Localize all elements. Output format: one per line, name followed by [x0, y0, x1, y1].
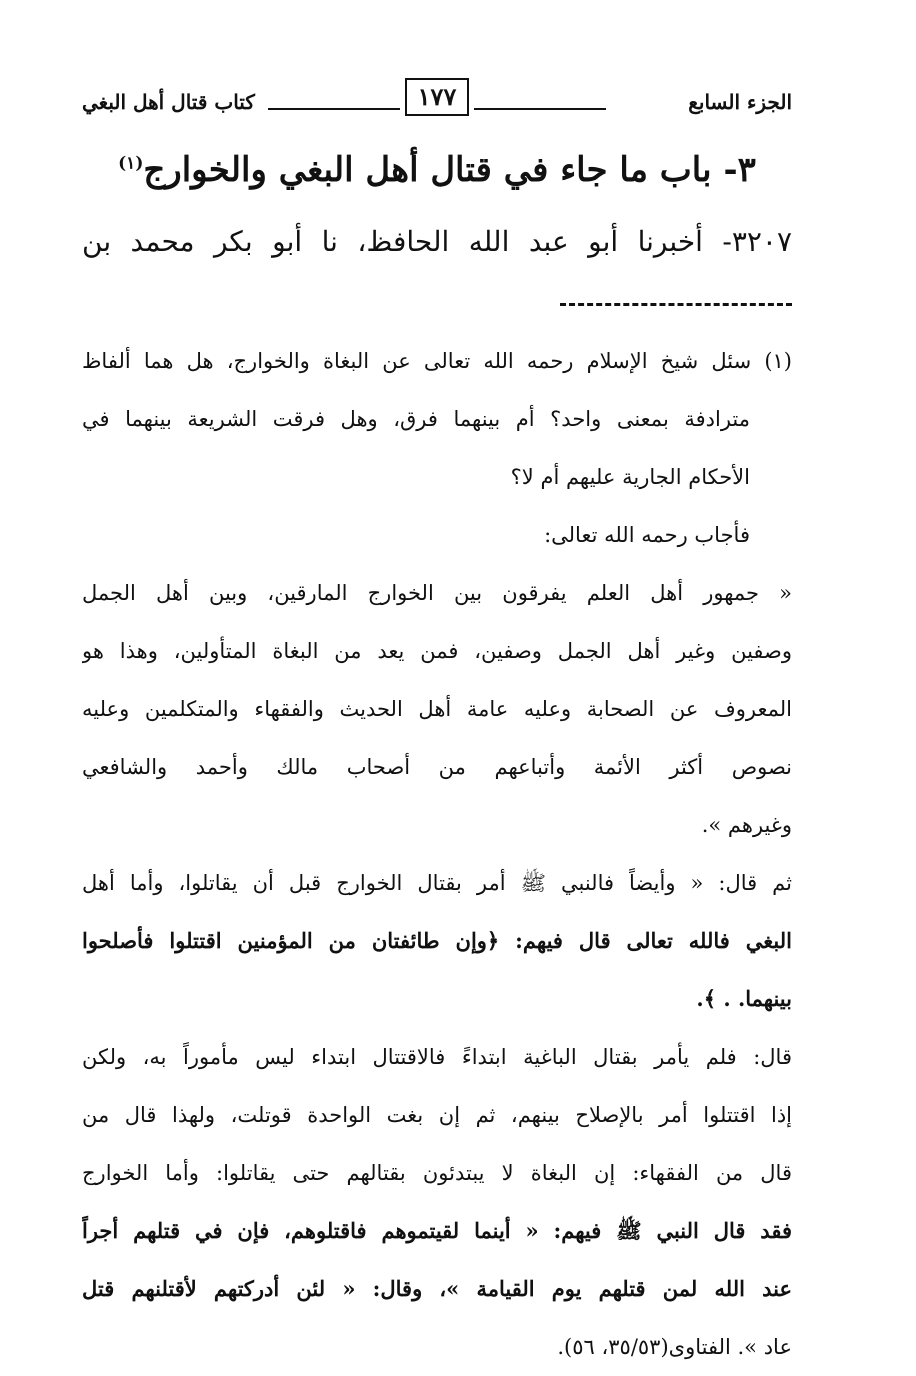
chapter-title-text: ٣- باب ما جاء في قتال أهل البغي والخوارج: [143, 150, 756, 190]
footnote-line: عند الله لمن قتلهم يوم القيامة »، وقال: « لئن أدركتهم لأقتلنهم قتل: [82, 1276, 792, 1301]
header-rule-right: [474, 108, 606, 110]
footnote-line: عاد ». الفتاوى(٣٥/٥٣، ٥٦).: [557, 1335, 792, 1359]
footnote-line: (١) سئل شيخ الإسلام رحمه الله تعالى عن البغاة والخوارج، هل هما ألفاظ: [82, 349, 792, 373]
book-title-label: كتاب قتال أهل البغي: [82, 90, 255, 114]
footnote-line: فأجاب رحمه الله تعالى:: [544, 523, 750, 547]
footnote-line: الأحكام الجارية عليهم أم لا؟: [510, 465, 750, 489]
footnote-line: وغيرهم ».: [701, 813, 792, 837]
footnote-line: وصفين وغير أهل الجمل وصفين، فمن يعد من البغاة المتأولين، وهذا هو: [82, 639, 792, 663]
footnote-line: قال من الفقهاء: إن البغاة لا يبتدئون بقتالهم حتى يقاتلوا: وأما الخوارج: [82, 1161, 792, 1185]
running-header: [82, 78, 792, 122]
footnote-line: ثم قال: « وأيضاً فالنبي ﷺ أمر بقتال الخوارج قبل أن يقاتلوا، وأما أهل: [82, 871, 792, 895]
footnote-separator: [560, 303, 792, 306]
footnote-line: قال: فلم يأمر بقتال الباغية ابتداءً فالاقتتال ابتداء ليس مأموراً به، ولكن: [82, 1045, 792, 1069]
header-rule-left: [268, 108, 400, 110]
footnote-block: [82, 332, 792, 1376]
chapter-title: [82, 150, 792, 190]
chapter-footnote-marker: (١): [118, 153, 144, 174]
footnote-line: « جمهور أهل العلم يفرقون بين الخوارج المارقين، وبين أهل الجمل: [82, 581, 792, 605]
footnote-line: فقد قال النبي ﷺ فيهم: « أينما لقيتموهم فاقتلوهم، فإن في قتلهم أجراً: [82, 1218, 792, 1243]
footnote-line: المعروف عن الصحابة وعليه عامة أهل الحديث والفقهاء والمتكلمين وعليه: [82, 697, 792, 721]
footnote-line: البغي فالله تعالى قال فيهم: ﴿وإن طائفتان من المؤمنين اقتتلوا فأصلحوا: [82, 928, 792, 953]
footnote-line: بينهما. . ﴾.: [696, 986, 792, 1011]
hadith-text: ٣٢٠٧- أخبرنا أبو عبد الله الحافظ، نا أبو بكر محمد بن: [82, 225, 792, 258]
footnote-line: إذا اقتتلوا أمر بالإصلاح بينهم، ثم إن بغت الواحدة قوتلت، ولهذا قال من: [82, 1103, 792, 1127]
volume-label: الجزء السابع: [688, 90, 792, 114]
footnote-line: نصوص أكثر الأئمة وأتباعهم من أصحاب مالك وأحمد والشافعي: [82, 755, 792, 779]
footnote-line: مترادفة بمعنى واحد؟ أم بينهما فرق، وهل فرقت الشريعة بينهما في: [82, 407, 750, 431]
page-number-box: ١٧٧: [405, 78, 469, 116]
